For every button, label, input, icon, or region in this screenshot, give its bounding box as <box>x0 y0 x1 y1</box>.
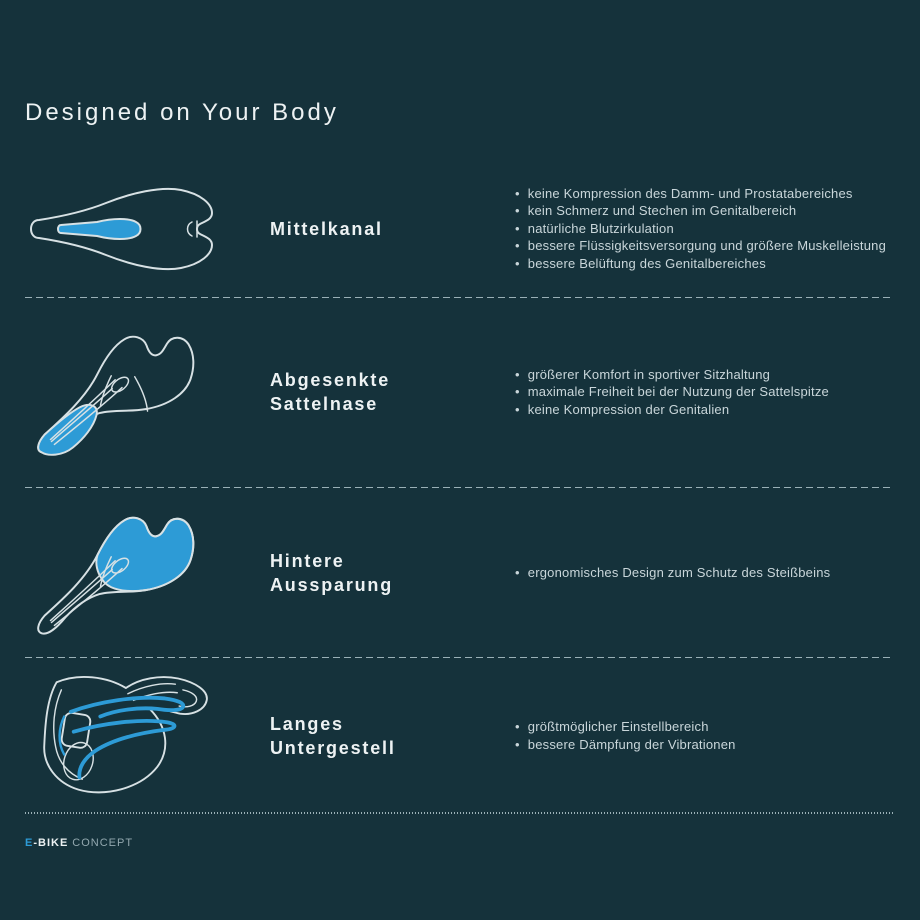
illustration-cell <box>25 506 270 640</box>
list-item <box>515 237 905 255</box>
brand-logo-main: -BIKE <box>33 837 69 849</box>
brand-logo-accent: E <box>25 837 34 849</box>
bullet-text: natürliche Blutzirkulation <box>527 220 674 236</box>
list-item <box>515 736 905 754</box>
feature-label: Mittelkanal <box>270 218 383 239</box>
section-langes-untergestell <box>0 658 920 813</box>
feature-bullets <box>515 718 905 753</box>
bullet-text: größerer Komfort in sportiver Sitzhaltung <box>527 366 771 382</box>
list-item <box>515 185 905 203</box>
bullet-icon: • <box>515 255 520 271</box>
list-item <box>515 202 905 220</box>
section-mittelkanal <box>0 160 920 297</box>
list-item <box>515 255 905 273</box>
bullet-icon: • <box>515 384 520 400</box>
bullet-text: kein Schmerz und Stechen im Genitalbereich <box>527 203 797 219</box>
bullet-icon: • <box>515 366 520 382</box>
feature-bullets <box>515 366 905 419</box>
bullet-text: größtmöglicher Einstellbereich <box>527 719 709 734</box>
list-item <box>515 220 905 238</box>
feature-label: Abgesenkte Sattelnase <box>270 370 391 414</box>
list-item <box>515 564 905 582</box>
saddle-top-view-icon <box>25 172 230 286</box>
rail-highlight-lower <box>74 721 175 777</box>
illustration-cell <box>25 325 270 459</box>
list-item <box>515 366 905 384</box>
list-item <box>515 718 905 736</box>
bullet-icon: • <box>515 203 520 219</box>
dotted-divider <box>25 812 893 814</box>
bullet-text: ergonomisches Design zum Schutz des Steißbeins <box>527 564 831 580</box>
rail-highlight-upper <box>71 698 183 717</box>
list-item <box>515 401 905 419</box>
bullet-text: bessere Dämpfung der Vibrationen <box>527 736 736 752</box>
bullet-icon: • <box>515 564 520 580</box>
brand-logo-suffix: CONCEPT <box>72 837 134 849</box>
bullet-icon: • <box>515 238 520 254</box>
illustration-cell <box>25 172 270 286</box>
brand-logo <box>25 837 133 849</box>
bullet-icon: • <box>515 719 520 734</box>
feature-bullets <box>515 564 905 582</box>
bullet-text: bessere Belüftung des Genitalbereiches <box>527 255 766 271</box>
saddle-nose-highlight-icon <box>25 325 221 459</box>
bullet-icon: • <box>515 220 520 236</box>
saddle-underframe-icon <box>25 669 225 802</box>
bullet-text: bessere Flüssigkeitsversorgung und größere Muskelleistung <box>527 238 887 254</box>
bullet-text: keine Kompression der Genitalien <box>527 401 730 417</box>
center-channel-highlight <box>58 219 141 239</box>
bullet-text: maximale Freiheit bei der Nutzung der Sattelspitze <box>527 384 829 400</box>
list-item <box>515 383 905 401</box>
bullet-icon: • <box>515 736 520 752</box>
page-title: Designed on Your Body <box>25 99 339 126</box>
feature-label: Hintere Aussparung <box>270 550 394 595</box>
section-hintere-aussparung <box>0 488 920 657</box>
illustration-cell <box>25 669 270 802</box>
feature-bullets <box>515 185 905 273</box>
bullet-icon: • <box>515 185 520 201</box>
bullet-icon: • <box>515 401 520 417</box>
rear-cutout-highlight <box>96 517 193 590</box>
section-abgesenkte-sattelnase <box>0 298 920 486</box>
feature-label: Langes Untergestell <box>270 713 396 758</box>
bullet-text: keine Kompression des Damm- und Prostatabereiches <box>527 185 853 201</box>
saddle-rear-highlight-icon <box>25 506 221 640</box>
